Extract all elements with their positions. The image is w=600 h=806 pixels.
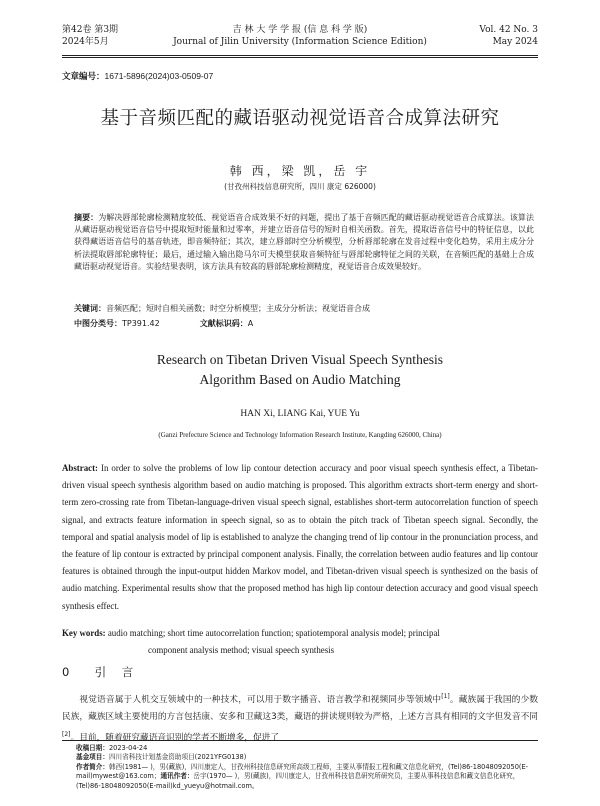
title-en-line1: Research on Tibetan Driven Visual Speech Synthesis [156, 352, 444, 367]
received-label: 收稿日期： [76, 744, 109, 752]
affiliation-en: (Ganzi Prefecture Science and Technology Information Research Institute, Kangding 626000, China) [158, 431, 442, 439]
corresponding-text: 岳宇(1970— )，男(藏族)，四川康定人，甘孜州科技信息研究所研究员，主要从事科技信息和藏文信息化研究，(Tel)86-18048092050(E-mail)kd_yueyu@hotmail.com。 [76, 772, 520, 790]
title-en [0, 350, 600, 390]
citation-2: [2] [62, 730, 71, 738]
date-zh: 2024年5月 [62, 37, 109, 47]
fund-text: 四川省科技计划基金资助项目(2021YFG0138) [108, 753, 247, 762]
abstract-en-label: Abstract: [62, 463, 98, 473]
abstract-zh [74, 212, 534, 273]
doc-code-label: 文献标识码： [199, 319, 248, 328]
volume-zh: 第42卷 第3期 [62, 25, 119, 35]
intro-paragraph [62, 688, 538, 747]
section-title: 引 言 [94, 665, 140, 679]
footnote-rule [62, 740, 538, 741]
keywords-en-label: Key words: [62, 628, 106, 638]
title-zh: 基于音频匹配的藏语驱动视觉语音合成算法研究 [100, 108, 500, 129]
keywords-en-text2: component analysis method; visual speech synthesis [148, 645, 335, 655]
citation-1: [1] [441, 693, 450, 700]
journal-name-en: Journal of Jilin University (Information Science Edition) [173, 37, 427, 47]
date-en: May 2024 [492, 37, 538, 47]
section-number: 0 [62, 665, 76, 679]
doc-code-value: A [247, 319, 254, 328]
footnote-received [76, 744, 540, 753]
classification-line [74, 318, 253, 329]
keywords-zh-text: 音频匹配；短时自相关函数；时空分析模型；主成分分析法；视觉语音合成 [106, 304, 370, 313]
intro-text-3: 。目前，随着研究藏语音识别的学者不断增多，促进了 [70, 732, 279, 743]
header-rule-thin [62, 57, 538, 58]
author-bio-text: 韩西(1981— )，男(藏族)，四川康定人，甘孜州科技信息研究所高级工程师，主要从事情报工程和藏文信息化研究，(Tel)86-18048092050(E-mail)mywest@163.com； [76, 762, 529, 781]
author-bio-label: 作者简介： [76, 762, 109, 771]
clc-label: 中图分类号： [74, 319, 122, 328]
abstract-zh-text: 为解决唇部轮廓检测精度较低、视觉语音合成效果不好的问题，提出了基于音频匹配的藏语驱动视觉语音合成算法。该算法从藏语驱动视觉语音信号中提取短时能量和过零率，并建立语音信号的短时自相关函数。首先，提取语音信号中的特征信息，以此获得藏语语音信号的基音轨迹，即音频特征；其次，建立唇部时空分析模型，分析唇部轮廓在发音过程中变化趋势，采用主成分分析法提取唇部轮廓特征；最后，通过输入输出隐马尔可夫模型获取音频特征与唇部轮廓特征之间的关联，在音频匹配的基础上合成藏语驱动视觉语音。实验结果表明，该方法具有较高的唇部轮廓检测精度，视觉语音合成效果较好。 [74, 213, 534, 271]
footnote-fund [76, 753, 540, 762]
clc-value: TP391.42 [122, 319, 160, 328]
corresponding-label: 通讯作者： [160, 772, 194, 781]
abstract-en [62, 460, 538, 615]
affiliation-zh: (甘孜州科技信息研究所，四川 康定 626000) [224, 182, 376, 191]
title-en-line2: Algorithm Based on Audio Matching [199, 372, 401, 387]
keywords-en-text1: audio matching; short time autocorrelation function; spatiotemporal analysis model; principal [107, 628, 440, 638]
intro-text-1: 视觉语音属于人机交互领域中的一种技术，可以用于数字播音、语言教学和视频同步等领域中 [79, 694, 442, 705]
section-heading [62, 664, 139, 680]
authors-zh: 韩 西，梁 凯，岳 宇 [229, 164, 371, 178]
article-number-value: 1671-5896(2024)03-0509-07 [104, 71, 214, 81]
footnote-author [76, 763, 540, 791]
authors-en: HAN Xi, LIANG Kai, YUE Yu [240, 409, 360, 419]
header-right [479, 24, 538, 48]
footnotes [76, 744, 540, 791]
volume-en: Vol. 42 No. 3 [479, 25, 538, 35]
intro-text-2: 。藏族属于我国的少数民族，藏族区域主要使用的方言包括康、安多和卫藏这3类，藏语的拼读规则较为严格，上述方言具有相同的文字但发音不同 [62, 694, 539, 722]
article-number [62, 70, 213, 82]
keywords-en [62, 625, 538, 659]
abstract-en-text: In order to solve the problems of low lip contour detection accuracy and poor visual speech synthesis effect, a Tibetan-driven visual speech synthesis algorithm based on audio matching is proposed. This algorithm extracts short-term energy and short-term zero-crossing rate from Tibetan-language-driven visual speech signal, establishes short-term autocorrelation function of speech signal, and extracts feature information in speech signal, so as to obtain the pitch track of Tibetan speech signal. Secondly, the temporal and spatial analysis model of lip is established to analyze the changing trend of lip contour in the pronunciation process, and the feature of lip contour is extracted by principal component analysis. Finally, the correlation between audio features and lip contour features is obtained through the input-output hidden Markov model, and Tibetan-driven visual speech is synthesized on the basis of audio matching. Experimental results show that the proposed method has high lip contour detection accuracy and good visual speech synthesis effect. [62, 463, 539, 611]
header-center [62, 24, 538, 48]
article-number-label: 文章编号： [62, 71, 105, 81]
fund-label: 基金项目： [76, 753, 109, 762]
keywords-zh [74, 303, 534, 315]
running-header [62, 24, 538, 54]
keywords-en-line1 [62, 625, 538, 642]
received-date: 2023-04-24 [108, 744, 148, 752]
header-rule [62, 55, 538, 56]
keywords-zh-label: 关键词： [74, 304, 106, 313]
journal-name-zh: 吉 林 大 学 学 报 (信 息 科 学 版) [232, 25, 368, 35]
abstract-zh-label: 摘要： [74, 213, 99, 222]
